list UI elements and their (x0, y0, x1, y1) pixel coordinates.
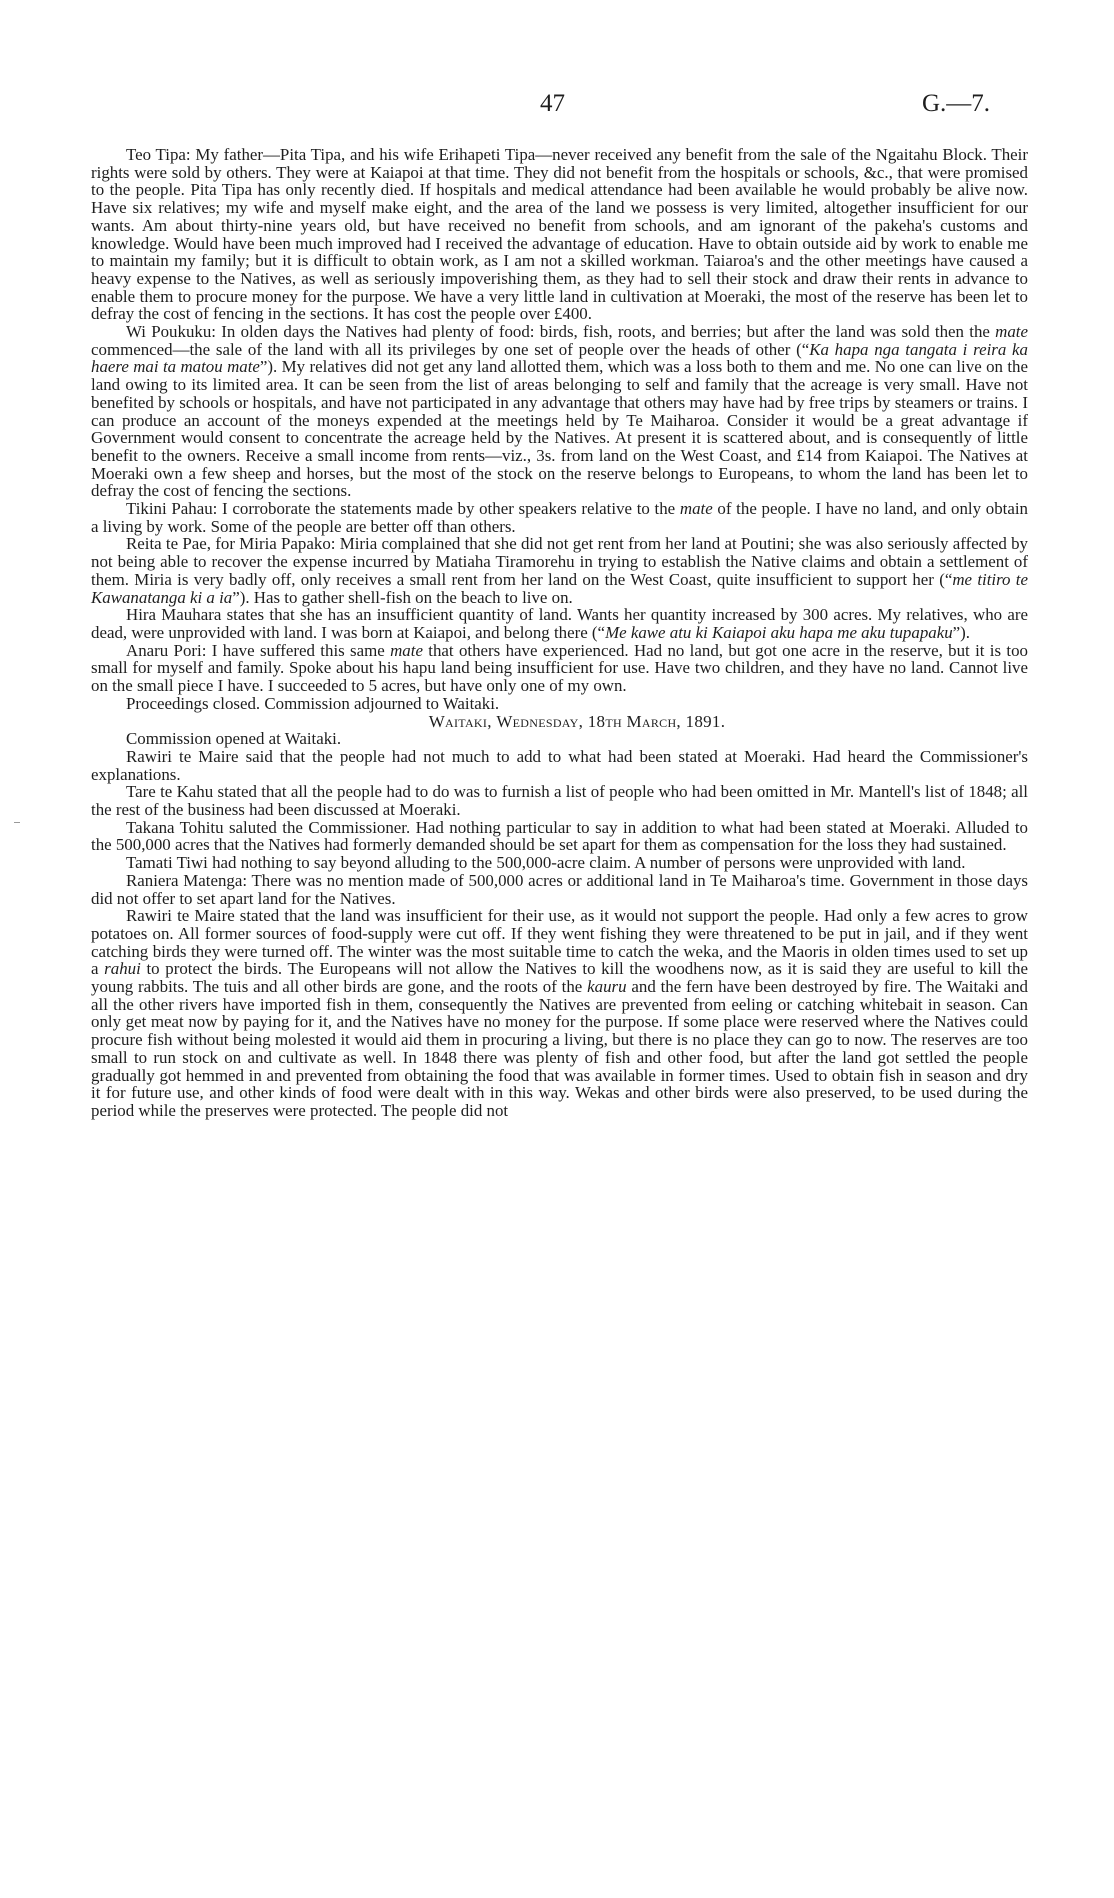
text-run: ”). (952, 622, 971, 642)
paragraph (91, 535, 1028, 606)
paragraph (91, 854, 1028, 872)
text-run: Wi Poukuku: In olden days the Natives had plenty of food: birds, fish, roots, and berries; but after the land was sold then the (126, 322, 996, 342)
section-heading: Waitaki, Wednesday, 18th March, 1891. (428, 711, 726, 731)
paragraph (91, 819, 1028, 854)
text-run: Tamati Tiwi had nothing to say beyond alluding to the 500,000-acre claim. A number of persons were unprovided with land. (126, 853, 966, 873)
paragraphs-part-2 (91, 730, 1028, 1119)
page-number: 47 (540, 90, 565, 117)
italic-phrase: mate (390, 640, 423, 660)
paragraph (91, 695, 1028, 713)
paragraph (91, 907, 1028, 1119)
heading-day: Wednesday (496, 711, 579, 731)
text-run: Rawiri te Maire said that the people had not much to add to what had been stated at Moeraki. Had heard the Commissioner's explanations. (91, 746, 1028, 784)
text-run: ”). My relatives did not get any land allotted them, which was a loss both to them and me. No one can live on the land owing to its limited area. It can be seen from the list of areas belonging to self and family that the acreage is very small. Have not benefited by schools or hospitals, and have not participated in any advantage that others may have had by free trips by steamers or trains. I can produce an account of the moneys expended at the meetings held by Te Maiharoa. Consider it would be a great advantage if Government would consent to concentrate the acreage held by the Natives. At present it is scattered about, and is consequently of little benefit to the owners. Receive a small income from rents—viz., 3s. from land on the West Coast, and £14 from Kaiapoi. The Natives at Moeraki own a few sheep and horses, but the most of the stock on the reserve belongs to Europeans, to whom the land has been let to defray the cost of fencing the sections. (91, 357, 1028, 501)
document-reference: G.—7. (921, 90, 990, 117)
paragraph (91, 783, 1028, 818)
heading-place: Waitaki (428, 711, 488, 731)
heading-date: 18th March, 1891. (587, 711, 726, 731)
margin-tick (14, 822, 20, 823)
text-run: to protect the birds. The Europeans will not allow the Natives to kill the woodhens now, as it is said they are useful to kill the young rabbits. The tuis and all other birds are gone, and the roots of the (91, 959, 1028, 997)
text-run: commenced—the sale of the land with all its privileges by one set of people over the heads of other (“ (91, 339, 810, 359)
text-run: that others have experienced. Had no land, but got one acre in the reserve, but it is too small for myself and family. Spoke about his hapu land being insufficient for use. Have two children, and they have no land. Cannot live on the small piece I have. I succeeded to 5 acres, but have only one of my own. (91, 640, 1028, 696)
paragraph (91, 323, 1028, 500)
text-run: Tare te Kahu stated that all the people had to do was to furnish a list of people who had been omitted in Mr. Mantell's list of 1848; all the rest of the business had been discussed at Moeraki. (91, 782, 1028, 820)
body-text (91, 146, 1028, 1120)
paragraph (91, 730, 1028, 748)
text-run: Teo Tipa: My father—Pita Tipa, and his wife Erihapeti Tipa—never received any benefit from the sale of the Ngaitahu Block. Their rights were sold by others. They were at Kaiapoi at that time. They did not benefit from the hospitals or schools, &c., that were promised to the people. Pita Tipa has only recently died. If hospitals and medical attendance had been available he would probably be alive now. Have six relatives; my wife and myself make eight, and the area of the land we possess is very limited, altogether insufficient for our wants. Am about thirty-nine years old, but have received no benefit from schools, and am ignorant of the pakeha's customs and knowledge. Would have been much improved had I received the advantage of education. Have to obtain outside aid by work to enable me to maintain my family; but it is difficult to obtain work, as I am not a skilled workman. Taiaroa's and the other meetings have caused a heavy expense to the Natives, as well as seriously impoverishing them, as they had to sell their stock and draw their rents in advance to enable them to procure money for the purpose. We have a very little land in cultivation at Moeraki, the most of the reserve has been let to defray the cost of fencing in the sections. It has cost the people over £400. (91, 145, 1028, 324)
text-run: Hira Mauhara states that she has an insufficient quantity of land. Wants her quantity increased by 300 acres. My relatives, who are dead, were unprovided with land. I was born at Kaiapoi, and belong there (“ (91, 605, 1028, 642)
text-run: Raniera Matenga: There was no mention made of 500,000 acres or additional land in Te Maiharoa's time. Government in those days did not offer to set apart land for the Natives. (91, 870, 1028, 908)
text-run: Commission opened at Waitaki. (126, 729, 342, 749)
paragraph (91, 872, 1028, 907)
text-run: and the fern have been destroyed by fire. The Waitaki and all the other rivers have imported fish in them, consequently the Natives are prevented from eeling or catching whitebait in season. Can only get meat now by paying for it, and the Natives have no money for the purpose. If some place were reserved where the Natives could procure fish without being molested it would aid them in procuring a living, but there is no place they can go to now. The reserves are too small to run stock on and cultivate as well. In 1848 there was plenty of fish and other food, but after the land got settled the people gradually got hemmed in and prevented from obtaining the food that was available in former times. Used to obtain fish in season and dry it for future use, and other kinds of food were dealt with in this way. Wekas and other birds were also preserved, to be used during the period while the preserves were protected. The people did not (91, 977, 1028, 1120)
italic-phrase: mate (995, 322, 1028, 342)
paragraph (91, 146, 1028, 323)
text-run: Tikini Pahau: I corroborate the statements made by other speakers relative to the (126, 499, 680, 519)
text-run: ”). Has to gather shell-fish on the beach to live on. (232, 587, 573, 607)
page-header (0, 90, 1114, 130)
text-run: of the people. I have no land, and only obtain a living by work. Some of the people are better off than others. (91, 499, 1028, 536)
paragraphs-part-1 (91, 146, 1028, 713)
italic-phrase: Me kawe atu ki Kaiapoi aku hapa me aku tupapaku (605, 622, 953, 642)
paragraph (91, 642, 1028, 695)
paragraph (91, 606, 1028, 641)
text-run: Reita te Pae, for Miria Papako: Miria complained that she did not get rent from her land at Poutini; she was also seriously affected by not being able to recover the expense incurred by Matiaha Tiramorehu in trying to establish the Native claims and obtain a settlement of them. Miria is very badly off, only receives a small rent from her land on the West Coast, quite insufficient to support her (“ (91, 534, 1028, 589)
paragraph (91, 500, 1028, 535)
italic-phrase: mate (679, 499, 713, 519)
text-run: Takana Tohitu saluted the Commissioner. Had nothing particular to say in addition to what had been stated at Moeraki. Alluded to the 500,000 acres that the Natives had formerly demanded should be set apart for them as compensation for the loss they had sustained. (91, 817, 1028, 855)
text-run: Rawiri te Maire stated that the land was insufficient for their use, as it would not support the people. Had only a few acres to grow potatoes on. All former sources of food-supply were cut off. If they went fishing they were threatened to be put in jail, and if they went catching birds they were turned off. The winter was the most suitable time to catch the weka, and the Maoris in olden times used to set up a (91, 906, 1028, 979)
text-run: Anaru Pori: I have suffered this same (126, 640, 391, 660)
text-run: Proceedings closed. Commission adjourned to Waitaki. (126, 693, 500, 713)
italic-phrase: me titiro te Kawanatanga ki a ia (91, 569, 1028, 607)
paragraph (91, 748, 1028, 783)
italic-phrase: rahui (104, 959, 141, 979)
italic-phrase: kauru (587, 977, 627, 997)
italic-phrase: Ka hapa nga tangata i reira ka haere mai ta matou mate (91, 339, 1028, 377)
